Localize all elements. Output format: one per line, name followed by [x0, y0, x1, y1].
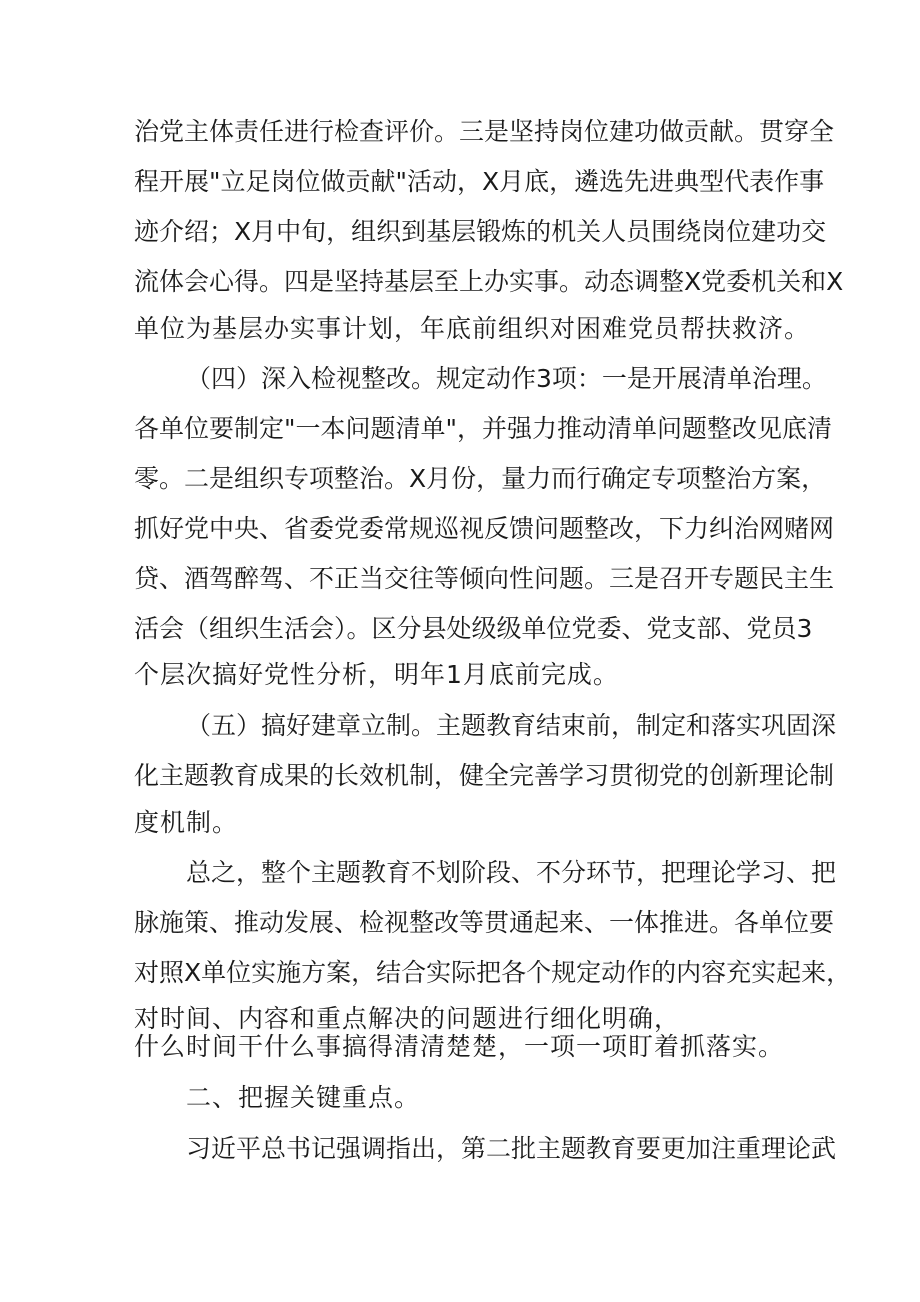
body-text-line: 各单位要制定"一本问题清单"，并强力推动清单问题整改见底清 [134, 414, 833, 443]
body-text-line: 活会（组织生活会）。区分县处级级单位党委、党支部、党员3 [134, 614, 813, 643]
body-text-line: 什么时间干什么事搞得清清楚楚，一项一项盯着抓落实。 [134, 1032, 785, 1061]
body-text-line: 度机制。 [134, 808, 239, 837]
body-text-line: 化主题教育成果的长效机制，健全完善学习贯彻党的创新理论制 [134, 761, 835, 790]
body-text-line: 习近平总书记强调指出，第二批主题教育要更加注重理论武 [186, 1134, 837, 1163]
section-heading-five: （五）搞好建章立制。主题教育结束前，制定和落实巩固深 [186, 711, 837, 740]
body-text-line: 对照X单位实施方案，结合实际把各个规定动作的内容充实起来， [134, 958, 852, 987]
body-text-line: 个层次搞好党性分析，明年1月底前完成。 [134, 660, 619, 689]
body-text-line: 抓好党中央、省委党委常规巡视反馈问题整改，下力纠治网赌网 [134, 514, 835, 543]
body-text-line: 程开展"立足岗位做贡献"活动，X月底，遴选先进典型代表作事 [134, 167, 825, 196]
section-heading-four: （四）深入检视整改。规定动作3项：一是开展清单治理。 [186, 364, 827, 393]
body-text-line: 贷、酒驾醉驾、不正当交往等倾向性问题。三是召开专题民主生 [134, 564, 835, 593]
body-text-line: 迹介绍；X月中旬，组织到基层锻炼的机关人员围绕岗位建功交 [134, 217, 827, 246]
summary-paragraph-start: 总之，整个主题教育不划阶段、不分环节，把理论学习、把 [186, 858, 837, 887]
body-text-line: 脉施策、推动发展、检视整改等贯通起来、一体推进。各单位要 [134, 908, 835, 937]
section-heading-two: 二、把握关键重点。 [186, 1083, 421, 1112]
body-text-line: 流体会心得。四是坚持基层至上办实事。动态调整X党委机关和X [134, 267, 844, 296]
body-text-line: 治党主体责任进行检查评价。三是坚持岗位建功做贡献。贯穿全 [134, 117, 835, 146]
body-text-line: 零。二是组织专项整治。X月份，量力而行确定专项整治方案， [134, 464, 827, 493]
body-text-line: 单位为基层办实事计划，年底前组织对困难党员帮扶救济。 [134, 314, 811, 343]
body-text-line: 对时间、内容和重点解决的问题进行细化明确， [134, 1004, 681, 1033]
